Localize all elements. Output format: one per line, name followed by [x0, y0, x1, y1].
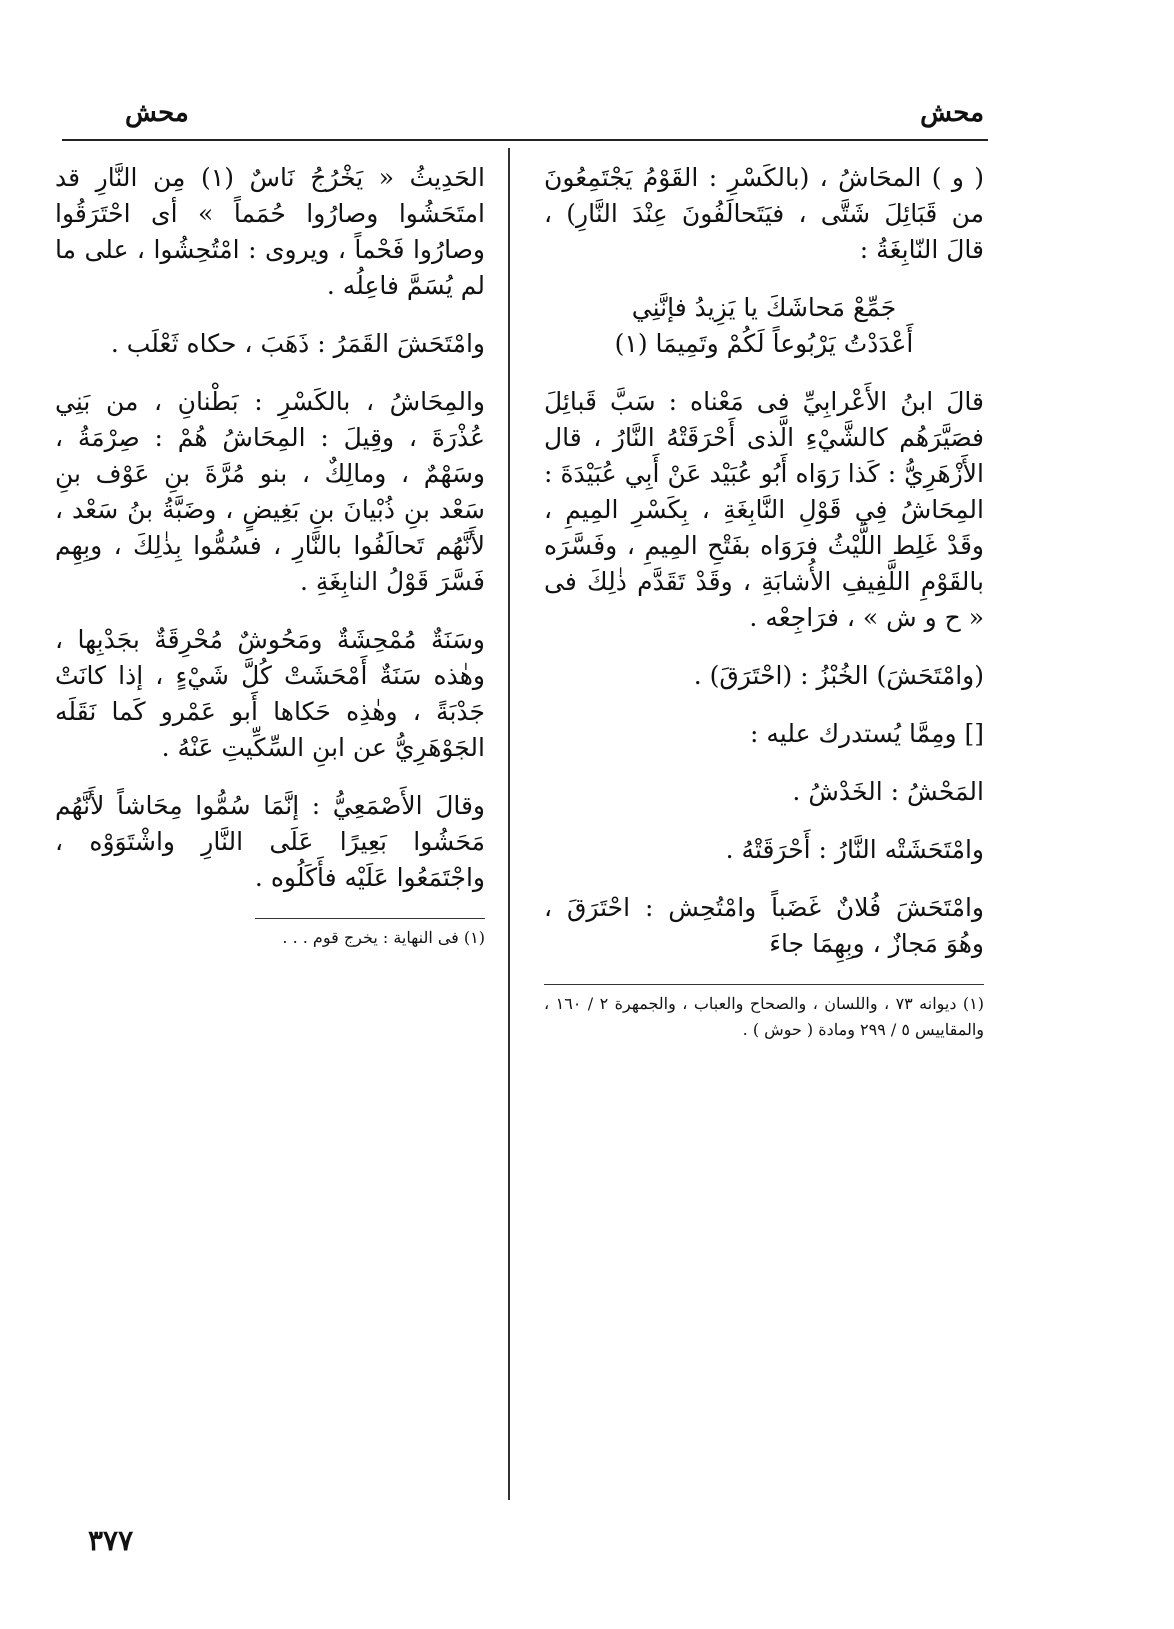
- right-paragraph: وامْتَحَشَتْه النَّارُ : أَحْرَقَتْهُ .: [725, 835, 984, 864]
- right-column: [544, 160, 984, 1065]
- page-number: ٣٧٧: [88, 1524, 134, 1557]
- left-paragraph: وامْتَحَشَ القَمَرُ : ذَهَبَ ، حكاه ثَعْلَب .: [110, 329, 485, 358]
- right-paragraph: [] ومِمَّا يُستدرك عليه :: [750, 719, 984, 748]
- footnote-rule: [544, 984, 984, 985]
- right-paragraph: قالَ ابنُ الأَعْرابِيِّ فى مَعْناه : سَبَّ قَبائِلَ فصَيَّرَهُم كالشَّيْءِ الَّذى أَحْرَقَتْهُ النَّارُ ، قال الأَزْهَرِيُّ : كَذا رَوَاه أَبُو عُبَيْد عَنْ أَبِي عُبَيْدَةَ : المِحَاشُ فِي قَوْلِ النَّابِغَةِ ، بِكَسْرِ المِيمِ ، وقَدْ غَلِط اللَّيْثُ فرَوَاه بفَتْحِ المِيمِ ، وفَسَّرَه بالقَوْمِ اللَّفِيفِ الأُشابَةِ ، وقَدْ تَقَدَّم ذٰلِكَ فى « ح و ش » ، فرَاجِعْه .: [544, 387, 984, 632]
- left-column: [55, 160, 485, 973]
- left-paragraph: والمِحَاشُ ، بالكَسْرِ : بَطْنانِ ، من بَنِي عُذْرَةَ ، وقِيلَ : المِحَاشُ هُمْ : صِرْمَةُ ، وسَهْمٌ ، ومالِكٌ ، بنو مُرَّةَ بنِ عَوْف بنِ سَعْد بنِ ذُبْيانَ بنِ بَغِيضٍ ، وضَبَّةُ بنُ سَعْد ، لأَنَّهُم تَحالَفُوا بالنَّارِ ، فسُمُّوا بِذٰلِكَ ، وبِهِم فَسَّرَ قَوْلُ النابِغَةِ .: [55, 387, 485, 596]
- verse: [544, 290, 984, 362]
- header-left-word: محش: [125, 98, 189, 128]
- left-paragraph: وسَنَةٌ مُمْحِشَةٌ ومَحُوشٌ مُحْرِقَةٌ بجَدْبِها ، وهٰذه سَنَةٌ أَمْحَشَتْ كُلَّ شَيْءٍ ، إذا كانَتْ جَدْبَةً ، وهٰذِه حَكاها أَبو عَمْرو كَما نَقَلَه الجَوْهَرِيُّ عن ابنِ السِّكِّيتِ عَنْهُ .: [55, 625, 485, 762]
- right-paragraph: ( و ) المحَاشُ ، (بالكَسْرِ : القَوْمُ يَجْتَمِعُونَ من قَبَائِلَ شَتَّى ، فيَتَحالَفُونَ عِنْدَ النَّارِ) ، قالَ النّابِغَةُ :: [544, 163, 984, 264]
- left-paragraph: وقالَ الأَصْمَعِيُّ : إنَّمَا سُمُّوا مِحَاشاً لأَنَّهُم مَحَشُوا بَعِيرًا عَلَى النَّارِ واشْتَوَوْه ، واجْتَمَعُوا عَلَيْه فأَكَلُوه .: [55, 791, 485, 892]
- right-paragraph: (وامْتَحَشَ) الخُبْزُ : (احْتَرَقَ) .: [693, 661, 984, 690]
- left-paragraph: الحَدِيثُ « يَخْرُجُ نَاسٌ (١) مِن النَّارِ قد امتَحَشُوا وصارُوا حُمَماً » أى احْتَرَقُوا وصارُوا فَحْماً ، ويروى : امْتُحِشُوا ، على ما لم يُسَمَّ فاعِلُه .: [55, 163, 485, 300]
- right-paragraph: المَحْشُ : الخَدْشُ .: [792, 777, 984, 806]
- column-divider: [508, 148, 510, 1500]
- right-footnote: (١) ديوانه ٧٣ ، واللسان ، والصحاح والعباب ، والجمهرة ٢ / ١٦٠ ، والمقاييس ٥ / ٢٩٩ ومادة ( حوش ) .: [544, 994, 985, 1039]
- verse-line: أَعْدَدْتُ يَرْبُوعاً لَكُمْ وتَمِيمَا (١): [614, 329, 914, 358]
- right-paragraph: وامْتَحَشَ فُلانٌ غَضَباً وامْتُحِش : احْتَرَقَ ، وهُوَ مَجازٌ ، وبِهِمَا جاءَ: [544, 893, 984, 958]
- left-footnote: (١) فى النهاية : يخرج قوم . . .: [282, 928, 485, 947]
- header-rule: [62, 139, 988, 141]
- footnote-rule: [255, 918, 485, 919]
- header-right-word: محش: [920, 98, 984, 128]
- verse-line: جَمِّعْ مَحاشَكَ يا يَزِيدُ فإنَّنِي: [631, 293, 897, 322]
